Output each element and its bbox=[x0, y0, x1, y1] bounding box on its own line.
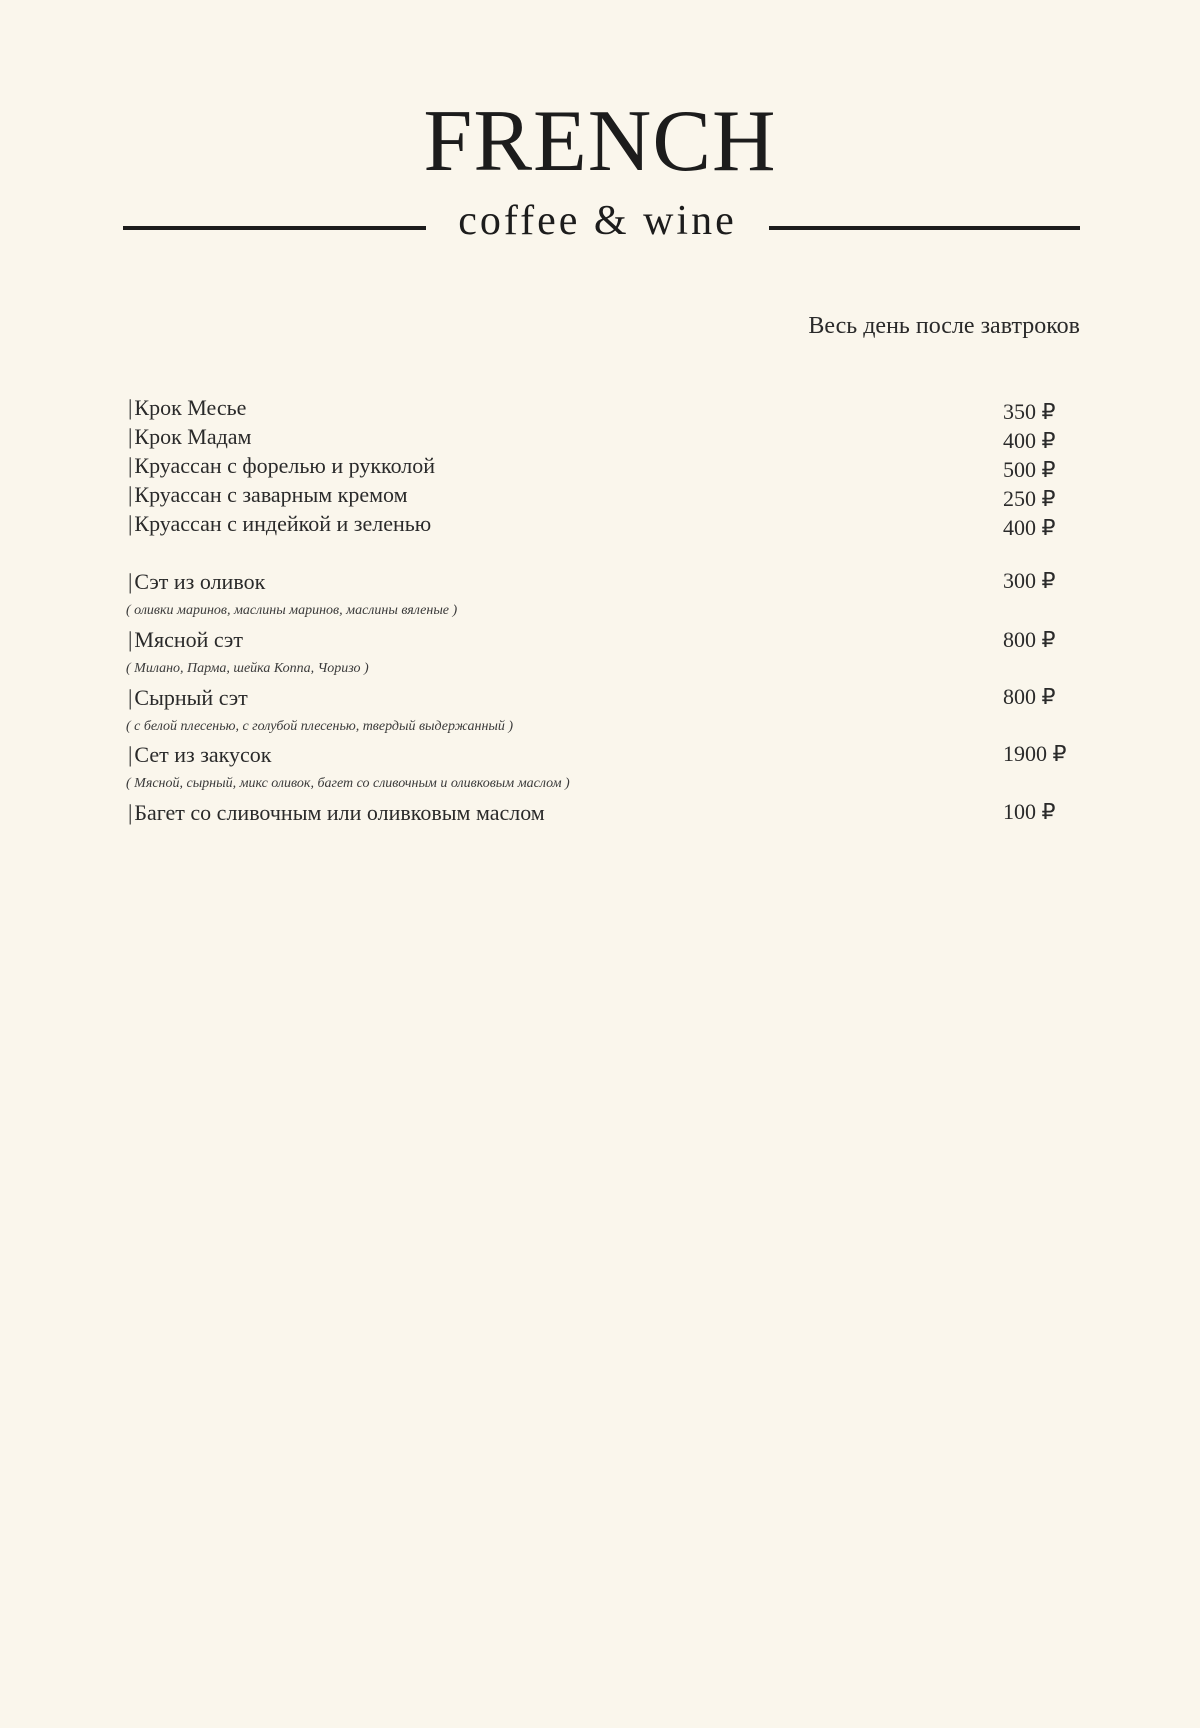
brand-tagline: coffee & wine bbox=[458, 198, 737, 244]
menu-item-price: 800 ₽ bbox=[1003, 684, 1056, 709]
menu-item-name: |Крок Месье bbox=[128, 395, 247, 420]
brand-title: FRENCH bbox=[423, 93, 777, 190]
menu-item-name: |Сэт из оливок bbox=[128, 569, 266, 594]
menu-item-price: 1900 ₽ bbox=[1003, 741, 1067, 766]
menu-item-name: |Круассан с индейкой и зеленью bbox=[128, 511, 432, 536]
menu-item-name: |Круассан с форелью и рукколой bbox=[128, 453, 436, 478]
menu-item-description: ( с белой плесенью, с голубой плесенью, твердый выдержанный ) bbox=[126, 719, 514, 734]
menu-item-name: |Мясной сэт bbox=[128, 627, 243, 652]
menu-item-price: 400 ₽ bbox=[1003, 515, 1056, 540]
header-divider-right bbox=[769, 226, 1080, 230]
menu-item-price: 250 ₽ bbox=[1003, 486, 1056, 511]
header-divider-left bbox=[123, 226, 426, 230]
menu-item-name: |Крок Мадам bbox=[128, 424, 252, 449]
menu-item-price: 500 ₽ bbox=[1003, 457, 1056, 482]
menu-item-price: 350 ₽ bbox=[1003, 399, 1056, 424]
menu-item-name: |Круассан с заварным кремом bbox=[128, 482, 408, 507]
menu-item-description: ( Милано, Парма, шейка Коппа, Чоризо ) bbox=[126, 661, 369, 676]
menu-item-description: ( оливки маринов, маслины маринов, маслины вяленые ) bbox=[126, 603, 458, 618]
menu-item-name: |Сет из закусок bbox=[128, 742, 272, 767]
menu-item-description: ( Мясной, сырный, микс оливок, багет со сливочным и оливковым маслом ) bbox=[126, 776, 570, 791]
menu-item-name: |Сырный сэт bbox=[128, 685, 248, 710]
menu-item-price: 300 ₽ bbox=[1003, 568, 1056, 593]
menu-item-price: 400 ₽ bbox=[1003, 428, 1056, 453]
menu-item-price: 800 ₽ bbox=[1003, 627, 1056, 652]
section-note: Весь день после завтроков bbox=[808, 313, 1080, 339]
menu-item-price: 100 ₽ bbox=[1003, 799, 1056, 824]
menu-item-name: |Багет со сливочным или оливковым маслом bbox=[128, 800, 545, 825]
